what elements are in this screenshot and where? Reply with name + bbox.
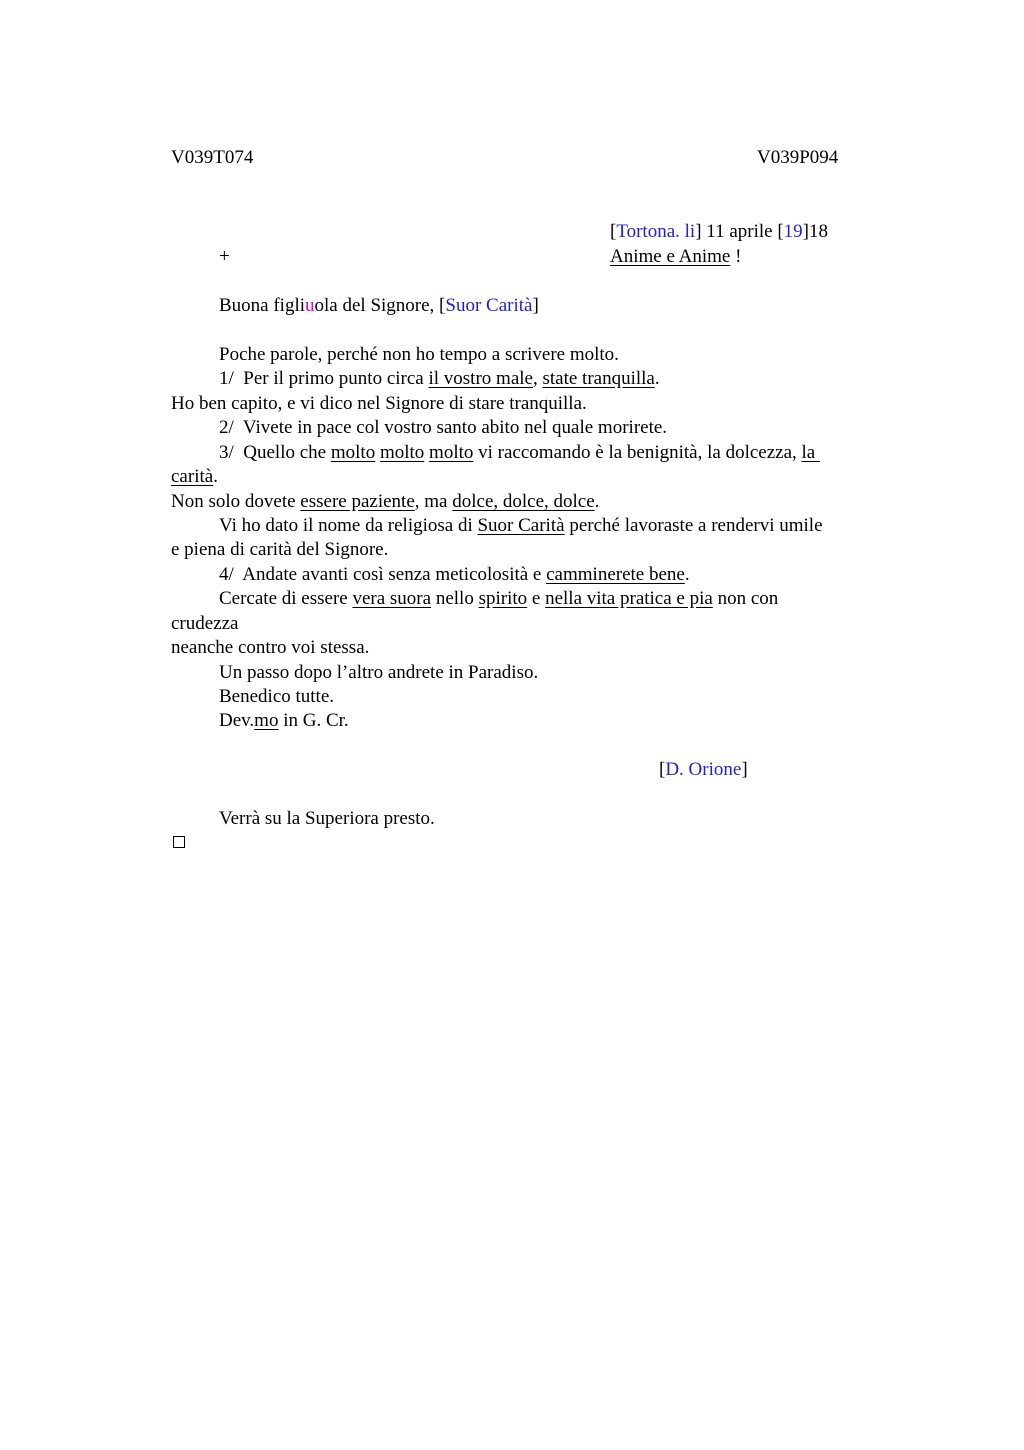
underlined-text: molto: [429, 442, 474, 463]
text: Non solo dovete: [171, 491, 301, 512]
postscript: [219, 807, 435, 831]
text: 2/ Vivete in pace col vostro santo abito nel quale morirete.: [219, 417, 668, 438]
text: 1/ Per il primo punto circa: [219, 368, 429, 389]
closing-line: [219, 709, 349, 733]
bracket: [: [659, 759, 666, 780]
place-name: Tortona. li: [616, 221, 696, 242]
cross-symbol: +: [219, 246, 230, 267]
body-line: [171, 538, 388, 562]
document-code-left: [171, 146, 253, 170]
cross-mark: [219, 245, 230, 269]
body-line: [171, 490, 599, 514]
text: Vi ho dato il nome da religiosa di: [219, 515, 478, 536]
text: perché lavoraste a rendervi umile: [564, 515, 823, 536]
text: Un passo dopo l’altro andrete in Paradiso.: [219, 662, 539, 683]
text: Benedico tutte.: [219, 686, 335, 707]
postscript-text: Verrà su la Superiora presto.: [219, 808, 435, 829]
body-line: [171, 612, 239, 636]
body-line: [171, 636, 369, 660]
text: 3/ Quello che: [219, 442, 331, 463]
underlined-text: essere paziente: [300, 491, 415, 512]
underlined-text: camminerete bene: [546, 564, 685, 585]
body-line: [219, 587, 778, 611]
body-line: [219, 343, 619, 367]
text: nello: [431, 588, 479, 609]
salutation: [219, 294, 539, 318]
underlined-text: carità: [171, 466, 214, 487]
left-code-text: V039T074: [171, 147, 254, 168]
underlined-text: dolce, dolce, dolce: [452, 491, 595, 512]
body-line: [219, 514, 823, 538]
body-line: [219, 563, 690, 587]
body-line: [219, 441, 820, 465]
text: vi raccomando è la benignità, la dolcezza,: [473, 442, 802, 463]
underlined-text: vera suora: [352, 588, 432, 609]
motto-text: Anime e Anime: [610, 246, 731, 267]
document-code-right: [757, 146, 838, 170]
text: Cercate di essere: [219, 588, 353, 609]
square-box-icon: [173, 836, 185, 848]
text: e piena di carità del Signore.: [171, 539, 389, 560]
text: Poche parole, perché non ho tempo a scrivere molto.: [219, 344, 619, 365]
underlined-text: la: [801, 442, 820, 463]
salutation-part: ]: [532, 295, 539, 316]
underlined-text: spirito: [478, 588, 528, 609]
text: , ma: [414, 491, 453, 512]
date-text: ] 11 aprile [: [695, 221, 784, 242]
salutation-correction: u: [305, 295, 315, 316]
text: Ho ben capito, e vi dico nel Signore di stare tranquilla.: [171, 393, 587, 414]
salutation-part: Buona figli: [219, 295, 306, 316]
text: 4/ Andate avanti così senza meticolosità e: [219, 564, 547, 585]
text: .: [684, 564, 690, 585]
underlined-text: Suor Carità: [477, 515, 565, 536]
signature: [659, 758, 748, 782]
underlined-text: state tranquilla: [542, 368, 655, 389]
text: .: [213, 466, 218, 487]
underlined-text: molto: [330, 442, 376, 463]
body-line: [219, 685, 334, 709]
dateline: [610, 220, 828, 244]
text: ,: [532, 368, 543, 389]
body-line: [219, 416, 667, 440]
salutation-part: ola del Signore, [: [314, 295, 446, 316]
bracket: ]: [741, 759, 748, 780]
text: .: [654, 368, 660, 389]
text: e: [527, 588, 546, 609]
text: neanche contro voi stessa.: [171, 637, 370, 658]
body-line: [219, 367, 660, 391]
motto: [610, 245, 741, 269]
text: crudezza: [171, 613, 239, 634]
text: .: [594, 491, 600, 512]
text: Dev.: [219, 710, 255, 731]
underlined-text: il vostro male: [428, 368, 533, 389]
signature-name: D. Orione: [665, 759, 742, 780]
year-prefix: 19: [783, 221, 803, 242]
underlined-text: mo: [254, 710, 279, 731]
motto-punctuation: !: [730, 246, 742, 267]
body-line: [219, 661, 538, 685]
year-suffix: ]18: [802, 221, 828, 242]
text: in G. Cr.: [278, 710, 349, 731]
body-line: [171, 392, 587, 416]
recipient-name: Suor Carità: [445, 295, 533, 316]
text: non con: [712, 588, 779, 609]
body-line: [171, 465, 218, 489]
underlined-text: molto: [379, 442, 425, 463]
bracket: [: [610, 221, 617, 242]
underlined-text: nella vita pratica e pia: [545, 588, 713, 609]
right-code-text: V039P094: [757, 147, 839, 168]
